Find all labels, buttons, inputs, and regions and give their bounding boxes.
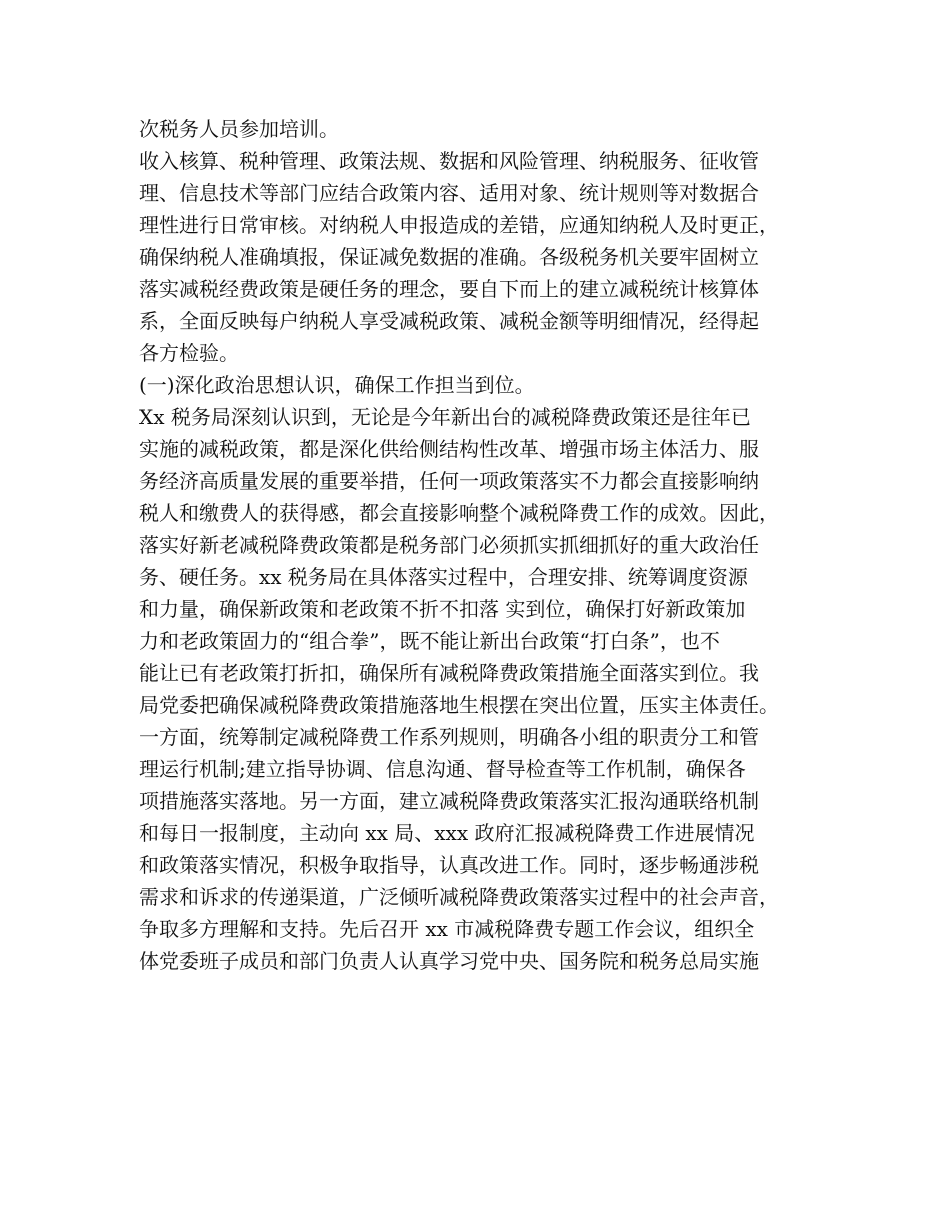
text-line: 各方检验。 bbox=[139, 341, 239, 365]
text-line: 争取多方理解和支持。先后召开 xx 市减税降费专题工作会议，组织全 bbox=[139, 917, 755, 941]
text-line: 和每日一报制度，主动向 xx 局、xxx 政府汇报减税降费工作进展情况 bbox=[139, 821, 755, 845]
text-line: 能让已有老政策打折扣，确保所有减税降费政策措施全面落实到位。我 bbox=[139, 661, 759, 685]
text-line: 和力量，确保新政策和老政策不折不扣落 实到位，确保打好新政策加 bbox=[139, 597, 746, 621]
body-text bbox=[139, 113, 829, 977]
text-line: 力和老政策固力的“组合拳”，既不能让新出台政策“打白条”，也不 bbox=[139, 629, 720, 653]
text-line: 务经济高质量发展的重要举措，任何一项政策落实不力都会直接影响纳 bbox=[139, 469, 759, 493]
text-line: 局党委把确保减税降费政策措施落地生根摆在突出位置，压实主体责任。 bbox=[139, 693, 779, 717]
text-line: 需求和诉求的传递渠道，广泛倾听减税降费政策落实过程中的社会声音， bbox=[139, 885, 779, 909]
text-line: 务、硬任务。xx 税务局在具体落实过程中，合理安排、统筹调度资源 bbox=[139, 565, 748, 589]
text-line: 实施的减税政策，都是深化供给侧结构性改革、增强市场主体活力、服 bbox=[139, 437, 759, 461]
text-line: 一方面，统筹制定减税降费工作系列规则，明确各小组的职责分工和管 bbox=[139, 725, 759, 749]
text-line: 系，全面反映每户纳税人享受减税政策、减税金额等明细情况，经得起 bbox=[139, 309, 759, 333]
text-line: 和政策落实情况，积极争取指导，认真改进工作。同时，逐步畅通涉税 bbox=[139, 853, 759, 877]
text-line: 次税务人员参加培训。 bbox=[139, 117, 339, 141]
text-line: 确保纳税人准确填报，保证减免数据的准确。各级税务机关要牢固树立 bbox=[139, 245, 759, 269]
text-line: 落实好新老减税降费政策都是税务部门必须抓实抓细抓好的重大政治任 bbox=[139, 533, 759, 557]
text-line: 理性进行日常审核。对纳税人申报造成的差错，应通知纳税人及时更正， bbox=[139, 213, 779, 237]
text-line: 落实减税经费政策是硬任务的理念，要自下而上的建立减税统计核算体 bbox=[139, 277, 759, 301]
section-heading: (一)深化政治思想认识，确保工作担当到位。 bbox=[139, 373, 535, 397]
text-line: 理、信息技术等部门应结合政策内容、适用对象、统计规则等对数据合 bbox=[139, 181, 759, 205]
text-line: 体党委班子成员和部门负责人认真学习党中央、国务院和税务总局实施 bbox=[139, 949, 759, 973]
text-line: 项措施落实落地。另一方面，建立减税降费政策落实汇报沟通联络机制 bbox=[139, 789, 759, 813]
text-line: 税人和缴费人的获得感，都会直接影响整个减税降费工作的成效。因此， bbox=[139, 501, 779, 525]
text-line: 收入核算、税种管理、政策法规、数据和风险管理、纳税服务、征收管 bbox=[139, 149, 759, 173]
text-line: Xx 税务局深刻认识到，无论是今年新出台的减税降费政策还是往年已 bbox=[139, 405, 751, 429]
text-line: 理运行机制;建立指导协调、信息沟通、督导检查等工作机制，确保各 bbox=[139, 757, 746, 781]
